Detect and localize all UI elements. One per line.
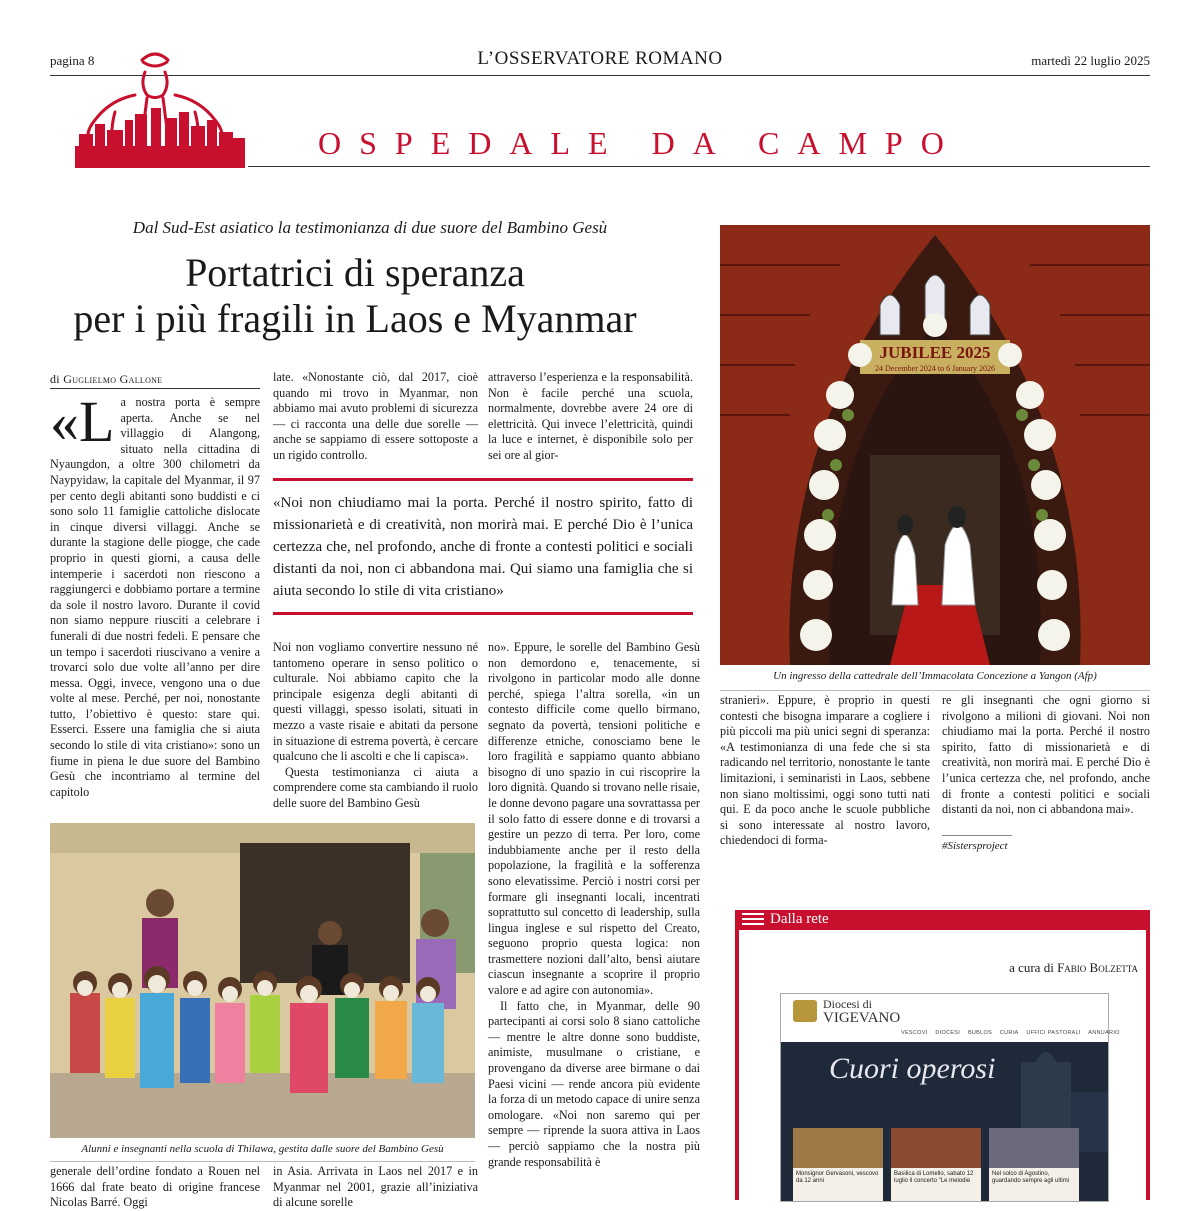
article-column-3-mid — [488, 640, 700, 1200]
article-column-1 — [50, 389, 260, 818]
credit-name: Fabio Bolzetta — [1057, 960, 1138, 975]
article-column-2-continued — [273, 1164, 478, 1210]
school-caption: Alunni e insegnanti nella scuola di Thilawa, gestita dalle suore del Bambino Gesù — [81, 1143, 444, 1155]
field-hospital-logo — [75, 50, 245, 168]
column-2-continued-text: in Asia. Arrivata in Laos nel 2017 e in Myanmar nel 2001, grazie all’iniziativa di alcune sorelle — [273, 1164, 478, 1210]
page-number: pagina 8 — [50, 53, 95, 68]
site-brand — [823, 998, 900, 1026]
issue-date: martedì 22 luglio 2025 — [1031, 53, 1150, 68]
column-1-text: a nostra porta è sempre aperta. Anche se nel villaggio di Alangong, situato nella cittadina di Nyaungdon, a oltre 300 chilometri da Naypyidaw, la capitale del Myanmar, il 97 per cento degli abitanti sono buddisti e ci sono solo 11 famiglie cattoliche dislocate in cinque diversi villaggi. Anche se durante la stagione delle piogge, che cade proprio in questi giorni, a causa delle intemperie i sacerdoti non riescono a raggiungerci e dobbiamo portare a termine da sole il nostro lavoro. Durante il covid non siamo neppure riusciti a celebrare i funerali di due nostri fedeli. E pensare che un tempo i sacerdoti riuscivano a venire a trovarci solo due volte all’anno per dire messa. Oggi, invece, vengono una o due volte al mese. Perché, per noi, nonostante tutto, l’obiettivo è questo: stare qui. Esserci. Essere una famiglia che si aiuta secondo lo stile di vita cristiano»: sono un fiume in piena le due suore del Bambino Gesù che incontriamo al termine del capitolo — [50, 395, 260, 799]
menu-lines-icon — [742, 913, 764, 927]
site-nav-item[interactable]: BUBLOS — [967, 1030, 993, 1036]
column-2-mid-paragraph-2: Questa testimonianza ci aiuta a comprendere come sta cambiando il ruolo delle suore del Bambino Gesù — [273, 764, 478, 810]
cathedral-caption: Un ingresso della cattedrale dell’Immacolata Concezione a Yangon (Afp) — [773, 670, 1097, 682]
site-card-3[interactable] — [989, 1128, 1079, 1201]
cathedral-photo — [720, 225, 1150, 665]
headline-line-1: Portatrici di speranza — [185, 250, 525, 295]
column-4-text: stranieri». Eppure, è proprio in questi contesti che bisogna imparare a cogliere i più piccoli ma più unici segni di speranza: «A testimonianza di una fede che si sta radicando nel territorio, nonostante le tante limitazioni, i seminaristi in Laos, sebbene non siano moltissimi, oggi sono tutti nati qui. E da poco anche le scuole pubbliche si sono interessate al nostro lavoro, chiedendoci di forma- — [720, 693, 930, 848]
site-brand-line-1: Diocesi di — [823, 997, 872, 1011]
site-card-3-text: Nel solco di Agostino, guardando sempre agli ultimi — [992, 1171, 1070, 1184]
column-1-continued-text: generale dell’ordine fondato a Rouen nel 1666 dal frate beato di origine francese Nicolas Barré. Oggi — [50, 1164, 260, 1210]
site-nav-item[interactable]: ANNUARIO — [1088, 1030, 1120, 1036]
pull-quote-rule-bottom — [273, 612, 693, 615]
byline-author: Guglielmo Gallone — [63, 372, 163, 386]
site-nav-item[interactable]: CURIA — [999, 1030, 1019, 1036]
sidebar-right-bar — [1146, 930, 1150, 1200]
site-hero — [781, 1042, 1108, 1201]
sidebar-credit — [1009, 960, 1138, 976]
byline — [50, 372, 162, 387]
pull-quote: «Noi non chiudiamo mai la porta. Perché il nostro spirito, fatto di missionarietà e di creatività, non morirà mai. E perché Dio è l’unica certezza che, nel profondo, anche di fronte a contesti politici e sociali distanti da noi, non ci abbandona mai. Qui siamo una famiglia che si aiuta secondo lo stile di vita cristiano» — [273, 495, 693, 599]
site-card-2[interactable] — [891, 1128, 981, 1201]
site-hero-title: Cuori operosi — [829, 1052, 996, 1085]
section-title: OSPEDALE DA CAMPO — [318, 125, 962, 161]
byline-prefix: di — [50, 372, 60, 386]
site-card-1-text: Monsignor Gervasoni, vescovo da 12 anni — [796, 1171, 879, 1184]
masthead: L’OSSERVATORE ROMANO — [477, 48, 723, 69]
pull-quote-rule-top — [273, 478, 693, 481]
sidebar-left-bar — [735, 930, 739, 1200]
column-5-text: re gli insegnanti che ogni giorno si rivolgono a milioni di giovani. Noi non chiudiamo mai la porta. Perché il nostro spirito, fatto di missionarietà e di creatività, non morirà mai. E perché Dio è l’unica certezza che, nel profondo, anche di fronte a contesti politici e sociali distanti da noi, non ci abbandona mai». — [942, 693, 1150, 817]
school-photo — [50, 823, 475, 1138]
site-nav-item[interactable]: VESCOVI — [901, 1030, 928, 1036]
article-column-5 — [942, 693, 1150, 833]
cathedral-banner-dates: 24 December 2024 to 6 January 2026 — [875, 364, 995, 373]
article-kicker: Dal Sud-Est asiatico la testimonianza di due suore del Bambino Gesù — [132, 218, 608, 237]
site-nav-item[interactable]: UFFICI PASTORALI — [1026, 1030, 1081, 1036]
section-rule — [248, 166, 1150, 167]
article-headline — [0, 250, 710, 342]
article-column-4 — [720, 693, 930, 848]
school-caption-rule — [50, 1161, 475, 1162]
site-nav — [901, 1030, 1120, 1036]
site-card-2-text: Basilica di Lomello, sabato 12 luglio il concerto "Le melodie — [894, 1171, 974, 1184]
site-brand-line-2: VIGEVANO — [823, 1010, 901, 1026]
diocese-website-screenshot — [780, 993, 1120, 1202]
article-column-3-top — [488, 370, 693, 464]
article-column-2-mid — [273, 640, 478, 818]
sidebar-label: Dalla rete — [770, 911, 829, 927]
column-2-top-text: late. «Nonostante ciò, dal 2017, cioè quando mi trovo in Myanmar, non abbiamo mai avuto problemi di sicurezza — ci racconta una delle due sorelle — anche se sappiamo di essere sottoposte a un rigido controllo. — [273, 370, 478, 462]
article-column-1-continued — [50, 1164, 260, 1210]
site-nav-item[interactable]: DIOCESI — [935, 1030, 961, 1036]
headline-line-2: per i più fragili in Laos e Myanmar — [73, 296, 637, 341]
column-3-top-text: attraverso l’esperienza e la responsabilità. Non è facile perché una scuola, normalmente, dovrebbe avere 24 ore di elettricità. Qui invece l’elettricità, quindi la luce e internet, è disponibile solo per sei ore al gior- — [488, 370, 693, 462]
article-column-2-top — [273, 370, 478, 464]
drop-cap: «L — [50, 389, 115, 454]
hashtag: #Sistersproject — [942, 840, 1008, 852]
column-3-mid-paragraph-2: Il fatto che, in Myanmar, delle 90 partecipanti ai corsi solo 8 siano cattoliche — mentre le altre donne sono buddiste, animiste, musulmane o cristiane, e provengano da diverse aree birmane o dai Paesi vicini — rende ancora più evidente la forza di un metodo capace di unire senza omologare. «Noi non saremo qui per sempre — riprende la suora attiva in Laos — perciò sappiamo che la nostra più grande responsabilità è — [488, 998, 700, 1169]
credit-prefix: a cura di — [1009, 960, 1054, 975]
cathedral-banner-title: JUBILEE 2025 — [879, 343, 991, 362]
site-card-1[interactable] — [793, 1128, 883, 1201]
column-2-mid-paragraph-1: Noi non vogliamo convertire nessuno né tantomeno operare in senso politico o culturale. Noi abbiamo capito che la principale esigenza degli abitanti di questi villaggi, spesso isolati, situati in mezzo a vaste risaie e abitati da persone in situazione di estrema povertà, è cercare qualcuno che li ascolti e che li capisca». — [273, 640, 478, 764]
column-3-mid-paragraph-1: no». Eppure, le sorelle del Bambino Gesù non demordono e, tenacemente, si rivolgono in particolar modo alle donne perché, spiega l’altra sorella, «in un contesto difficile come quello birmano, segnato da povertà, tensioni politiche e differenze etniche, conosciamo bene le loro fragilità e sappiamo quanto abbiano bisogno di uno spazio in cui riscoprire la loro dignità. Quando si trovano nelle risaie, le donne devono pagare una sovrattassa per il solo fatto di essere donne e di trovarsi a gestire un pezzo di terra. Per loro, come indubbiamente anche per il resto della popolazione, la fragilità e la sofferenza sono elevatissime. Perciò i nostri corsi per formare gli insegnanti locali, incentrati soprattutto sul concetto di leadership, sulla lingua inglese e sul rispetto del Creato, seguono proprio questa logica: non trasmettere nozioni dall’alto, bensì aiutare ciascun insegnante a scoprire il proprio valore e ad agire con autonomia». — [488, 640, 700, 998]
hashtag-rule — [942, 835, 1012, 836]
caption-rule — [720, 690, 1150, 691]
diocese-crest-icon — [793, 1000, 817, 1022]
